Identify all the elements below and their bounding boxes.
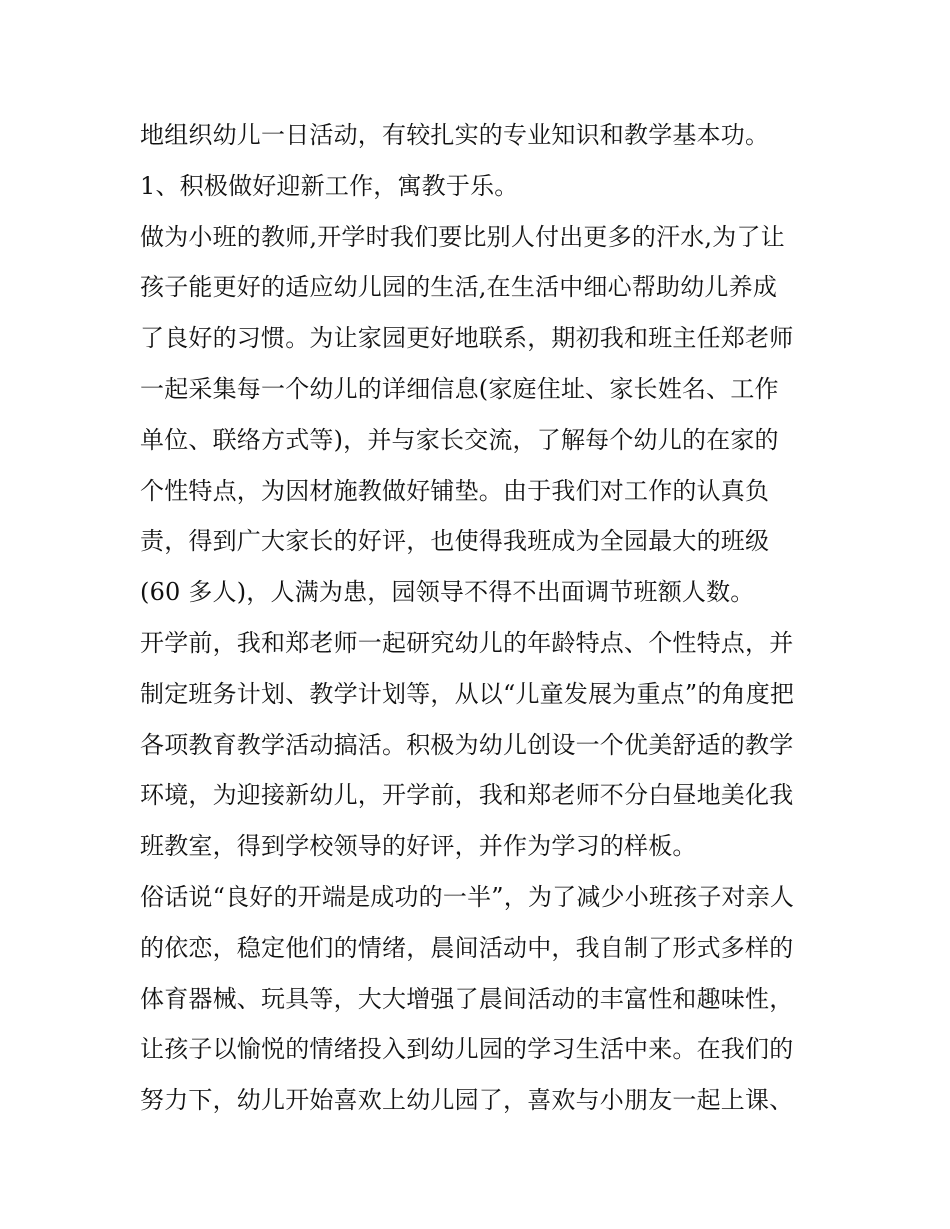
text-line: 孩子能更好的适应幼儿园的生活,在生活中细心帮助幼儿养成: [140, 273, 778, 302]
text-line: 做为小班的教师,开学时我们要比别人付出更多的汗水,为了让: [140, 222, 785, 251]
text-line: 一起采集每一个幼儿的详细信息(家庭住址、家长姓名、工作: [140, 374, 779, 403]
text-line: 体育器械、玩具等，大大增强了晨间活动的丰富性和趣味性，: [140, 984, 794, 1013]
text-line: 个性特点，为因材施教做好铺垫。由于我们对工作的认真负: [140, 476, 770, 505]
text-line: 制定班务计划、教学计划等，从以“儿童发展为重点”的角度把: [140, 679, 795, 708]
text-line: 单位、联络方式等)，并与家长交流，了解每个幼儿的在家的: [140, 425, 779, 454]
text-line: 班教室，得到学校领导的好评，并作为学习的样板。: [140, 832, 697, 861]
text-line: 俗话说“良好的开端是成功的一半”，为了减少小班孩子对亲人: [140, 882, 795, 911]
text-line: 的依恋，稳定他们的情绪，晨间活动中，我自制了形式多样的: [140, 933, 794, 962]
text-line: 开学前，我和郑老师一起研究幼儿的年龄特点、个性特点，并: [140, 628, 794, 657]
text-line: (60 多人)，人满为患，园领导不得不出面调节班额人数。: [140, 578, 755, 607]
text-line: 责，得到广大家长的好评，也使得我班成为全园最大的班级: [140, 527, 770, 556]
text-line: 地组织幼儿一日活动，有较扎实的专业知识和教学基本功。: [140, 121, 770, 149]
body-text: [140, 110, 820, 1126]
text-line: 了良好的习惯。为让家园更好地联系，期初我和班主任郑老师: [140, 324, 794, 353]
text-line: 让孩子以愉悦的情绪投入到幼儿园的学习生活中来。在我们的: [140, 1035, 794, 1064]
text-line: 各项教育教学活动搞活。积极为幼儿创设一个优美舒适的教学: [140, 730, 794, 759]
text-line: 努力下，幼儿开始喜欢上幼儿园了，喜欢与小朋友一起上课、: [140, 1086, 794, 1115]
text-line: 环境，为迎接新幼儿，开学前，我和郑老师不分白昼地美化我: [140, 781, 794, 810]
text-line: 1、积极做好迎新工作，寓教于乐。: [140, 171, 519, 200]
